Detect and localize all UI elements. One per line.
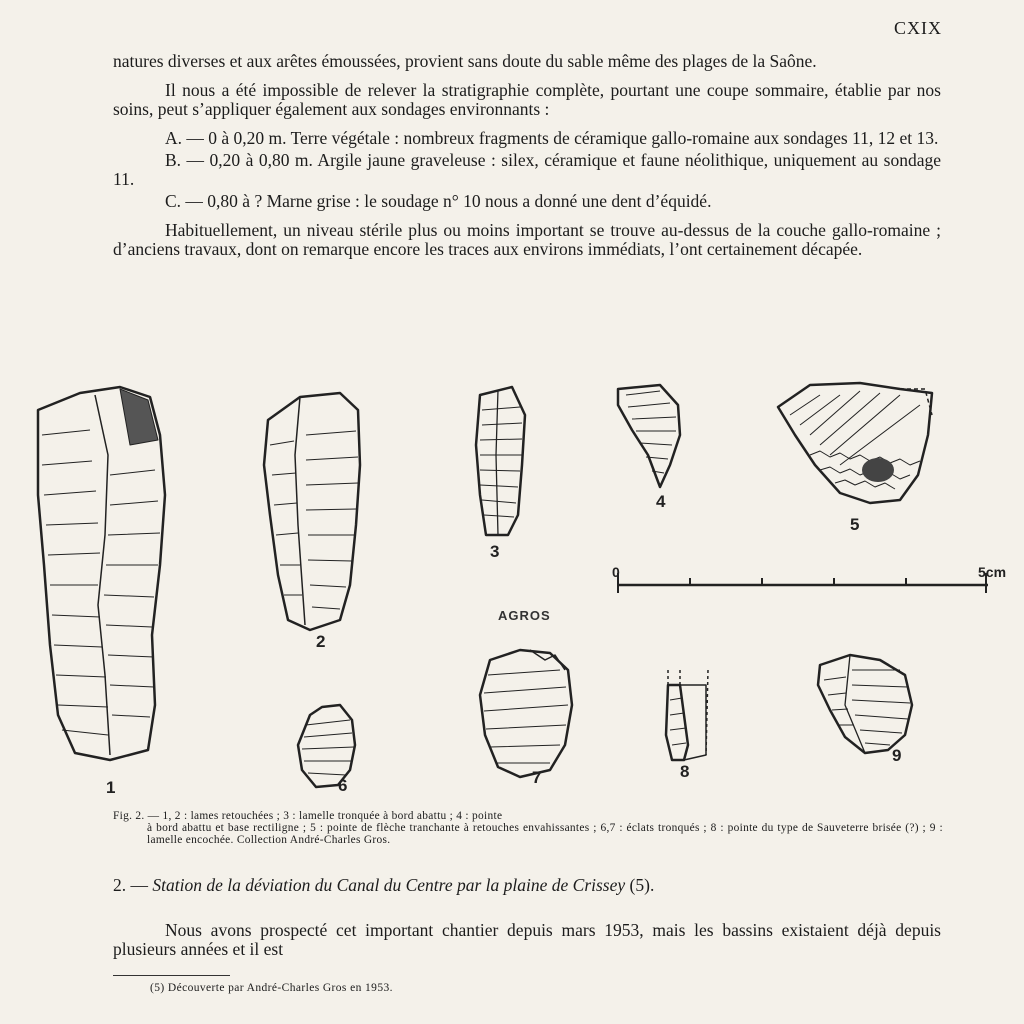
label-artifact-5: 5 xyxy=(850,515,860,534)
artifact-5-drawing xyxy=(778,383,932,503)
label-artifact-1: 1 xyxy=(106,778,116,797)
paragraph-closing: Nous avons prospecté cet important chantier depuis mars 1953, mais les bassins existaient déjà depuis plusieurs années et il est xyxy=(113,920,941,959)
artifact-3-drawing xyxy=(476,387,525,535)
label-artifact-7: 7 xyxy=(532,768,542,787)
artifact-4-drawing xyxy=(618,385,680,487)
label-artifact-9: 9 xyxy=(892,746,902,765)
page-number: CXIX xyxy=(894,18,942,38)
section-title: Station de la déviation du Canal du Centre par la plaine de Crissey xyxy=(152,875,626,895)
footnote: (5) Découverte par André-Charles Gros en 1953. xyxy=(150,982,393,994)
artifact-9-drawing xyxy=(818,655,912,753)
paragraph-1: natures diverses et aux arêtes émoussées, provient sans doute du sable même des plages de la Saône. xyxy=(113,51,817,71)
footnote-rule xyxy=(113,975,230,976)
caption-lead: Fig. 2. — 1, 2 : lames retouchées ; 3 : lamelle tronquée à bord abattu ; 4 : pointe xyxy=(113,810,503,822)
label-artifact-2: 2 xyxy=(316,632,326,651)
text-block-top xyxy=(113,52,941,259)
figure-caption xyxy=(113,810,943,846)
label-artifact-6: 6 xyxy=(338,776,348,795)
artifact-7-drawing xyxy=(480,650,572,777)
section-note-ref: (5). xyxy=(629,875,655,895)
paragraph-layer-a: A. — 0 à 0,20 m. Terre végétale : nombreux fragments de céramique gallo-romaine aux sondages 11, 12 et 13. xyxy=(165,128,939,148)
paragraph-layer-b: B. — 0,20 à 0,80 m. Argile jaune graveleuse : silex, céramique et faune néolithique, uniquement au sondage 11. xyxy=(113,150,941,189)
section-number: 2. — xyxy=(113,875,148,895)
paragraph-2: Il nous a été impossible de relever la stratigraphie complète, pourtant une coupe sommaire, établie par nos soins, peut s’appliquer également aux sondages environnants : xyxy=(113,80,941,119)
label-artifact-3: 3 xyxy=(490,542,500,561)
paragraph-3: Habituellement, un niveau stérile plus ou moins important se trouve au-dessus de la couche gallo-romaine ; d’anciens travaux, dont on remarque encore les traces aux environs immédiats, l’ont certainement décapée. xyxy=(113,220,941,259)
scale-start-label: 0 xyxy=(612,564,620,580)
label-artifact-8: 8 xyxy=(680,762,690,781)
label-artifact-4: 4 xyxy=(656,492,666,511)
figure-drawing xyxy=(20,375,1020,805)
artifact-1-drawing xyxy=(38,387,165,760)
artist-signature: AGROS xyxy=(498,608,551,623)
section-heading xyxy=(113,876,941,895)
scale-bar xyxy=(618,573,988,593)
artifact-6-drawing xyxy=(298,705,355,787)
artifact-8-drawing xyxy=(666,670,708,760)
artifact-2-drawing xyxy=(264,393,360,630)
paragraph-layer-c: C. — 0,80 à ? Marne grise : le soudage n° 10 nous a donné une dent d’équidé. xyxy=(165,191,712,211)
figure-flint-tools xyxy=(20,375,1020,805)
caption-rest: à bord abattu et base rectiligne ; 5 : pointe de flèche tranchante à retouches envahissantes ; 6,7 : éclats tronqués ; 8 : pointe du type de Sauveterre brisée (?) ; 9 : lamelle encochée. Collection André-Charles Gros. xyxy=(147,822,943,846)
scale-end-label: 5cm xyxy=(978,564,1007,580)
